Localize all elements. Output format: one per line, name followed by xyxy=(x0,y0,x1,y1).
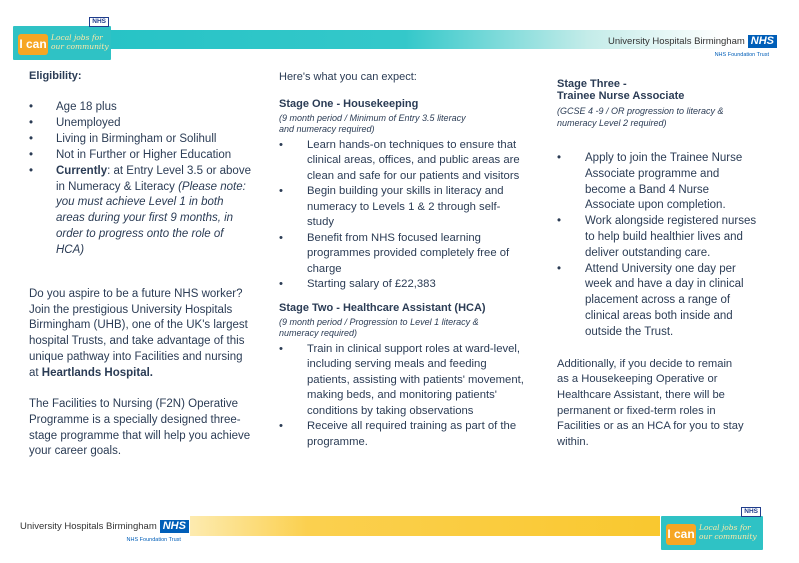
i-can-logo xyxy=(13,18,111,60)
currently-label: Currently xyxy=(56,164,108,177)
nhs-mini-tag: NHS xyxy=(89,17,109,27)
stage-three-title xyxy=(557,78,757,102)
stage-three-title-line2: Trainee Nurse Associate xyxy=(557,90,685,102)
org-name: University Hospitals Birmingham xyxy=(608,36,745,48)
nhs-logo: NHS xyxy=(748,35,777,48)
list-item: • Attend University one day per week and have a day in clinical placement across a range of clinical areas both inside and outside the Trust. xyxy=(557,262,757,341)
stage-three-list xyxy=(557,151,757,341)
list-item: • Receive all required training as part of the programme. xyxy=(279,419,524,450)
stage-one-list xyxy=(279,138,524,293)
stage-two-note: (9 month period / Progression to Level 1 literacy & numeracy required) xyxy=(279,316,479,339)
uhb-logo-header xyxy=(608,33,777,58)
stage-two-title: Stage Two - Healthcare Assistant (HCA) xyxy=(279,301,486,314)
stage-three-title-line1: Stage Three - xyxy=(557,78,627,90)
column-stage-three xyxy=(557,78,757,451)
list-item: • Not in Further or Higher Education xyxy=(29,148,254,164)
stage-one-title: Stage One - Housekeeping xyxy=(279,97,419,110)
i-can-badge: I can xyxy=(666,524,696,545)
uhb-logo-footer xyxy=(20,518,189,543)
i-can-tagline: Local jobs for our community xyxy=(699,523,757,541)
list-item: • Apply to join the Trainee Nurse Associate programme and become a Band 4 Nurse Associate upon completion. xyxy=(557,151,757,214)
org-name: University Hospitals Birmingham xyxy=(20,521,157,533)
trust-label: NHS Foundation Trust xyxy=(126,537,181,543)
intro-text: Do you aspire to be a future NHS worker? Join the prestigious University Hospitals Birmingham (UHB), one of the UK's largest hospital Trusts, and take advantage of this unique pathway into Facilities and nursing at xyxy=(29,288,248,379)
i-can-tagline: Local jobs for our community xyxy=(51,33,109,51)
expect-intro: Here's what you can expect: xyxy=(279,71,417,83)
list-item: • Benefit from NHS focused learning programmes provided completely free of charge xyxy=(279,231,524,278)
list-item: • Living in Birmingham or Solihull xyxy=(29,132,254,148)
nhs-logo: NHS xyxy=(160,520,189,533)
nhs-mini-tag: NHS xyxy=(741,507,761,517)
currently-text: : at Entry Level 3.5 or above in Numeracy & Literacy xyxy=(56,164,251,193)
eligibility-list xyxy=(29,100,254,259)
i-can-logo-footer xyxy=(661,508,763,550)
stage-three-note: (GCSE 4 -9 / OR progression to literacy & numeracy Level 2 required) xyxy=(557,106,724,128)
heartlands-hospital: Heartlands Hospital. xyxy=(41,366,153,379)
trust-label: NHS Foundation Trust xyxy=(714,52,769,58)
footer-banner-bar xyxy=(190,516,660,536)
eligibility-title: Eligibility: xyxy=(29,70,82,82)
list-item: • Learn hands-on techniques to ensure that clinical areas, offices, and public areas are clean and safe for our patients and visitors xyxy=(279,138,524,185)
list-item: • Begin building your skills in literacy and numeracy to Levels 1 & 2 through self-study xyxy=(279,184,524,231)
list-item: • Age 18 plus xyxy=(29,100,254,116)
list-item: • Unemployed xyxy=(29,116,254,132)
stage-one-note: (9 month period / Minimum of Entry 3.5 literacy and numeracy required) xyxy=(279,112,466,135)
closing-paragraph: Additionally, if you decide to remain as a Housekeeping Operative or Healthcare Assistant, there will be permanent or fixed-term roles in Facilities or as an HCA for you to stay within. xyxy=(557,357,744,449)
list-item: • Train in clinical support roles at ward-level, including serving meals and feeding patients, assisting with patients' movement, making beds, and monitoring patients' conditions by taking observations xyxy=(279,342,524,420)
list-item: • Work alongside registered nurses to help build healthier lives and deliver outstanding care. xyxy=(557,214,757,261)
programme-paragraph: The Facilities to Nursing (F2N) Operative Programme is a specially designed three-stage programme that will help you achieve your career goals. xyxy=(29,398,251,458)
currently-note: (Please note: you must achieve Level 1 in both areas during your first 9 months, in order to progress onto the role of HCA) xyxy=(56,180,246,257)
i-can-badge: I can xyxy=(18,34,48,55)
list-item-currently xyxy=(29,164,254,259)
list-item: • Starting salary of £22,383 xyxy=(279,277,524,293)
stage-two-list xyxy=(279,342,524,451)
intro-paragraph xyxy=(29,287,254,381)
column-stages xyxy=(279,70,524,450)
column-eligibility xyxy=(29,70,254,460)
